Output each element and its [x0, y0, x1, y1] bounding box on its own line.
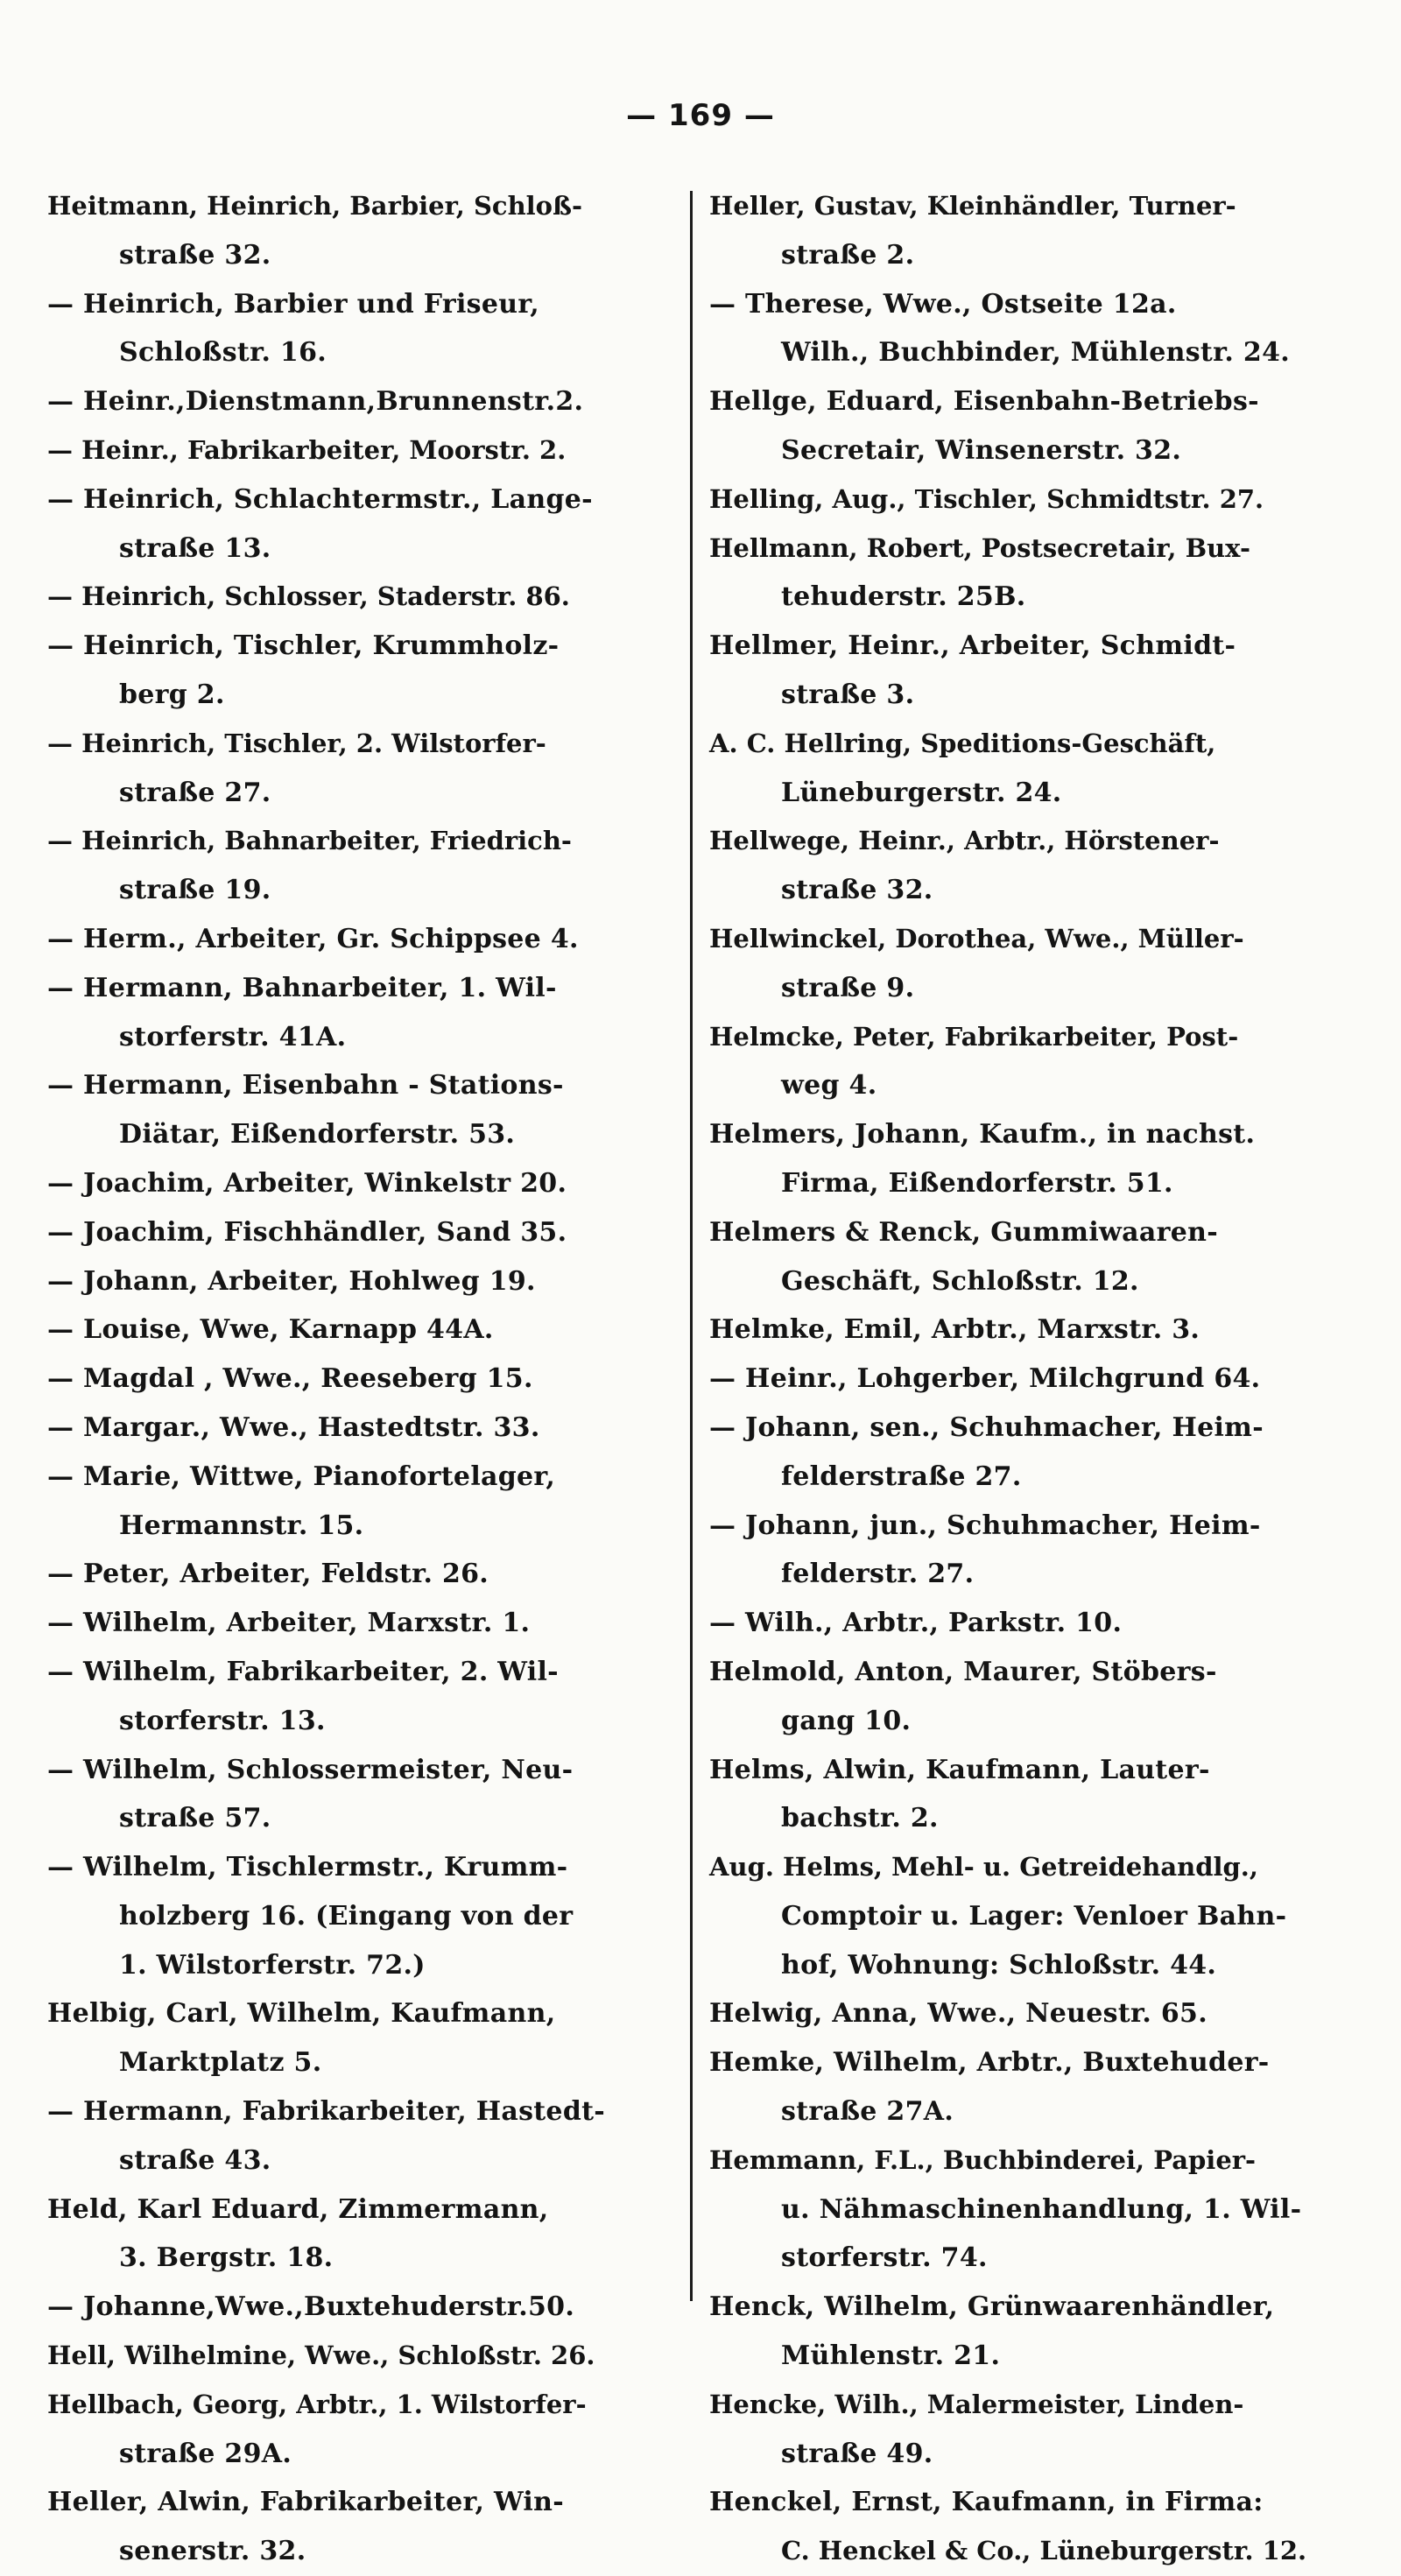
left-column [47, 182, 665, 2576]
directory-entry [47, 964, 665, 1062]
entry-line: — Wilhelm, Fabrikarbeiter, 2. Wil- [47, 1656, 559, 1687]
directory-entry [709, 1355, 1336, 1404]
entry-continuation-line: straße 9. [781, 972, 915, 1003]
entry-continuation-line: straße 29A. [119, 2438, 292, 2469]
directory-entry [709, 1502, 1336, 1600]
entry-continuation-line: Secretair, Winsenerstr. 32. [781, 434, 1182, 466]
directory-entry [709, 1843, 1336, 1989]
entry-continuation-line: berg 2. [119, 679, 225, 710]
entry-line: — Johanne,Wwe.,Buxtehuderstr.50. [47, 2291, 575, 2323]
entry-line: Henckel, Ernst, Kaufmann, in Firma: [709, 2487, 1264, 2518]
entry-line: Helling, Aug., Tischler, Schmidtstr. 27. [709, 483, 1264, 514]
entry-continuation-line: straße 13. [119, 532, 271, 564]
entry-line: Helmers & Renck, Gummiwaaren- [709, 1216, 1218, 1248]
entry-line: — Heinr., Fabrikarbeiter, Moorstr. 2. [47, 434, 567, 465]
entry-line: — Margar., Wwe., Hastedtstr. 33. [47, 1411, 540, 1443]
directory-entry [709, 2136, 1336, 2283]
directory-entry [47, 2381, 665, 2479]
entry-line: Hemmann, F.L., Buchbinderei, Papier- [709, 2144, 1257, 2175]
entry-continuation-line: weg 4. [781, 1070, 877, 1101]
entry-continuation-line: storferstr. 41A. [119, 1021, 347, 1052]
entry-continuation-line: straße 3. [781, 679, 915, 710]
entry-line: Helms, Alwin, Kaufmann, Lauter- [709, 1754, 1210, 1785]
directory-entry [709, 915, 1336, 1013]
directory-entry [709, 2381, 1336, 2479]
directory-entry [47, 1208, 665, 1257]
entry-line: — Heinr.,Dienstmann,Brunnenstr.2. [47, 386, 584, 418]
entry-line: — Heinrich, Tischler, 2. Wilstorfer- [47, 728, 546, 758]
entry-line: — Heinrich, Tischler, Krummholz- [47, 630, 560, 662]
directory-entry [47, 720, 665, 818]
directory-entry [47, 377, 665, 426]
entry-line: Helmers, Johann, Kaufm., in nachst. [709, 1119, 1256, 1151]
entry-continuation-line: Comptoir u. Lager: Venloer Bahn- [781, 1900, 1287, 1932]
entry-line: — Hermann, Bahnarbeiter, 1. Wil- [47, 972, 557, 1003]
directory-entry [709, 182, 1336, 280]
directory-entry [709, 1648, 1336, 1746]
entry-continuation-line: Hermannstr. 15. [119, 1510, 364, 1541]
entry-line: Hellwinckel, Dorothea, Wwe., Müller- [709, 923, 1244, 954]
entry-continuation-line: 1. Wilstorferstr. 72.) [119, 1949, 426, 1981]
directory-entry [47, 1061, 665, 1159]
entry-line: Helmold, Anton, Maurer, Stöbers- [709, 1656, 1217, 1687]
entry-line: — Therese, Wwe., Ostseite 12a. [709, 288, 1177, 320]
directory-entry [47, 182, 665, 280]
directory-entry [47, 1746, 665, 1844]
directory-entry [709, 377, 1336, 475]
entry-line: — Johann, sen., Schuhmacher, Heim- [709, 1411, 1264, 1443]
entry-line: Heitmann, Heinrich, Barbier, Schloß- [47, 191, 583, 221]
entry-continuation-line: 3. Bergstr. 18. [119, 2242, 334, 2274]
entry-line: — Magdal , Wwe., Reeseberg 15. [47, 1363, 533, 1395]
entry-line: Hellmann, Robert, Postsecretair, Bux- [709, 532, 1250, 563]
entry-continuation-line: u. Nähmaschinenhandlung, 1. Wil- [781, 2193, 1302, 2225]
entry-line: A. C. Hellring, Speditions-Geschäft, [709, 728, 1216, 758]
directory-entry [47, 1355, 665, 1404]
directory-entry [709, 475, 1336, 524]
page-number: — 169 — [626, 98, 775, 133]
entry-line: — Louise, Wwe, Karnapp 44A. [47, 1314, 494, 1346]
directory-entry [47, 1404, 665, 1453]
entry-continuation-line: Firma, Eißendorferstr. 51. [781, 1167, 1173, 1199]
directory-entry [47, 280, 665, 378]
entry-line: Aug. Helms, Mehl- u. Getreidehandlg., [709, 1852, 1258, 1883]
entry-line: — Joachim, Arbeiter, Winkelstr 20. [47, 1167, 567, 1199]
directory-entry [47, 1648, 665, 1746]
directory-entry [709, 1208, 1336, 1306]
entry-line: Heller, Alwin, Fabrikarbeiter, Win- [47, 2487, 564, 2518]
directory-entry [47, 475, 665, 574]
entry-continuation-line: Marktplatz 5. [119, 2047, 322, 2079]
directory-entry [709, 524, 1336, 623]
directory-entry [47, 2478, 665, 2576]
entry-continuation-line: straße 27A. [781, 2096, 954, 2128]
directory-entry [47, 622, 665, 720]
entry-continuation-line: holzberg 16. (Eingang von der [119, 1900, 574, 1932]
directory-entry [47, 1159, 665, 1208]
entry-line: — Joachim, Fischhändler, Sand 35. [47, 1216, 567, 1248]
entry-continuation-line: Geschäft, Schloßstr. 12. [781, 1265, 1139, 1297]
entry-line: Hell, Wilhelmine, Wwe., Schloßstr. 26. [47, 2340, 595, 2371]
entry-continuation-line: Lüneburgerstr. 24. [781, 777, 1062, 808]
directory-entry [709, 1110, 1336, 1208]
entry-continuation-line: Mühlenstr. 21. [781, 2340, 1001, 2372]
entry-line: Helmcke, Peter, Fabrikarbeiter, Post- [709, 1021, 1239, 1052]
directory-entry [47, 573, 665, 622]
directory-entry [47, 1550, 665, 1599]
entry-line: — Heinrich, Schlosser, Staderstr. 86. [47, 581, 570, 612]
entry-continuation-line: storferstr. 74. [781, 2242, 988, 2274]
entry-continuation-line: straße 32. [119, 239, 271, 271]
directory-entry [709, 1306, 1336, 1355]
directory-entry [709, 280, 1336, 378]
entry-continuation-line: straße 32. [781, 875, 933, 906]
entry-continuation-line: C. Henckel & Co., Lüneburgerstr. 12. [781, 2536, 1307, 2566]
directory-entry [47, 1989, 665, 2087]
entry-line: — Herm., Arbeiter, Gr. Schippsee 4. [47, 923, 579, 954]
entry-line: — Heinrich, Barbier und Friseur, [47, 288, 540, 320]
entry-line: Helwig, Anna, Wwe., Neuestr. 65. [709, 1998, 1207, 2030]
directory-entry [47, 2283, 665, 2332]
entry-line: Helbig, Carl, Wilhelm, Kaufmann, [47, 1998, 556, 2030]
entry-line: — Hermann, Eisenbahn - Stations- [47, 1070, 564, 1101]
entry-line: Hencke, Wilh., Malermeister, Linden- [709, 2389, 1244, 2419]
directory-entry [47, 2185, 665, 2284]
entry-continuation-line: gang 10. [781, 1705, 912, 1736]
entry-continuation-line: senerstr. 32. [119, 2536, 306, 2567]
entry-line: — Wilhelm, Schlossermeister, Neu- [47, 1754, 574, 1785]
entry-continuation-line: Schloßstr. 16. [119, 337, 327, 369]
entry-continuation-line: hof, Wohnung: Schloßstr. 44. [781, 1949, 1217, 1981]
entry-continuation-line: Diätar, Eißendorferstr. 53. [119, 1119, 516, 1151]
entry-continuation-line: Wilh., Buchbinder, Mühlenstr. 24. [781, 337, 1291, 369]
directory-entry [47, 1453, 665, 1551]
directory-entry [709, 1746, 1336, 1844]
directory-entry [709, 1989, 1336, 2038]
directory-entry [709, 1013, 1336, 1111]
entry-continuation-line: storferstr. 13. [119, 1705, 326, 1736]
entry-line: — Peter, Arbeiter, Feldstr. 26. [47, 1559, 489, 1590]
entry-continuation-line: tehuderstr. 25B. [781, 581, 1026, 613]
entry-line: — Heinrich, Bahnarbeiter, Friedrich- [47, 826, 572, 856]
directory-entry [709, 1404, 1336, 1502]
entry-continuation-line: felderstr. 27. [781, 1559, 975, 1590]
entry-line: — Heinr., Lohgerber, Milchgrund 64. [709, 1363, 1261, 1395]
entry-line: Helmke, Emil, Arbtr., Marxstr. 3. [709, 1314, 1200, 1346]
directory-entry [709, 1599, 1336, 1648]
entry-continuation-line: felderstraße 27. [781, 1460, 1022, 1492]
entry-continuation-line: straße 49. [781, 2438, 933, 2469]
entry-line: — Johann, Arbeiter, Hohlweg 19. [47, 1265, 536, 1297]
entry-continuation-line: bachstr. 2. [781, 1803, 939, 1834]
entry-line: — Marie, Wittwe, Pianofortelager, [47, 1460, 556, 1492]
directory-entry [47, 1257, 665, 1306]
directory-entry [47, 1843, 665, 1989]
entry-continuation-line: straße 2. [781, 239, 915, 271]
directory-entry [709, 2478, 1336, 2576]
directory-entry [47, 817, 665, 915]
entry-line: — Johann, jun., Schuhmacher, Heim- [709, 1510, 1261, 1541]
directory-entry [47, 1306, 665, 1355]
entry-continuation-line: straße 57. [119, 1803, 271, 1834]
right-column [709, 182, 1336, 2576]
entry-line: — Wilhelm, Arbeiter, Marxstr. 1. [47, 1608, 531, 1639]
directory-entry [709, 2283, 1336, 2381]
entry-line: — Heinrich, Schlachtermstr., Lange- [47, 483, 593, 515]
entry-continuation-line: straße 43. [119, 2144, 271, 2176]
entry-line: Heller, Gustav, Kleinhändler, Turner- [709, 191, 1236, 221]
directory-entry [47, 1599, 665, 1648]
entry-continuation-line: straße 27. [119, 777, 271, 808]
entry-line: Henck, Wilhelm, Grünwaarenhändler, [709, 2291, 1275, 2323]
entry-line: Hemke, Wilhelm, Arbtr., Buxtehuder- [709, 2047, 1270, 2079]
entry-line: — Wilh., Arbtr., Parkstr. 10. [709, 1608, 1123, 1639]
entry-line: — Hermann, Fabrikarbeiter, Hastedt- [47, 2096, 605, 2128]
directory-entry [47, 2087, 665, 2185]
directory-entry [709, 720, 1336, 818]
directory-entry [47, 2332, 665, 2381]
entry-line: Hellmer, Heinr., Arbeiter, Schmidt- [709, 630, 1236, 662]
directory-entry [47, 426, 665, 475]
entry-line: Held, Karl Eduard, Zimmermann, [47, 2193, 549, 2225]
entry-line: Hellge, Eduard, Eisenbahn-Betriebs- [709, 386, 1259, 418]
directory-entry [709, 622, 1336, 720]
directory-entry [709, 2038, 1336, 2136]
entry-line: — Wilhelm, Tischlermstr., Krumm- [47, 1852, 568, 1883]
entry-line: Hellbach, Georg, Arbtr., 1. Wilstorfer- [47, 2389, 587, 2419]
column-divider [690, 191, 693, 2301]
directory-entry [47, 915, 665, 964]
entry-continuation-line: straße 19. [119, 875, 271, 906]
directory-entry [709, 817, 1336, 915]
entry-line: Hellwege, Heinr., Arbtr., Hörstener- [709, 826, 1220, 856]
